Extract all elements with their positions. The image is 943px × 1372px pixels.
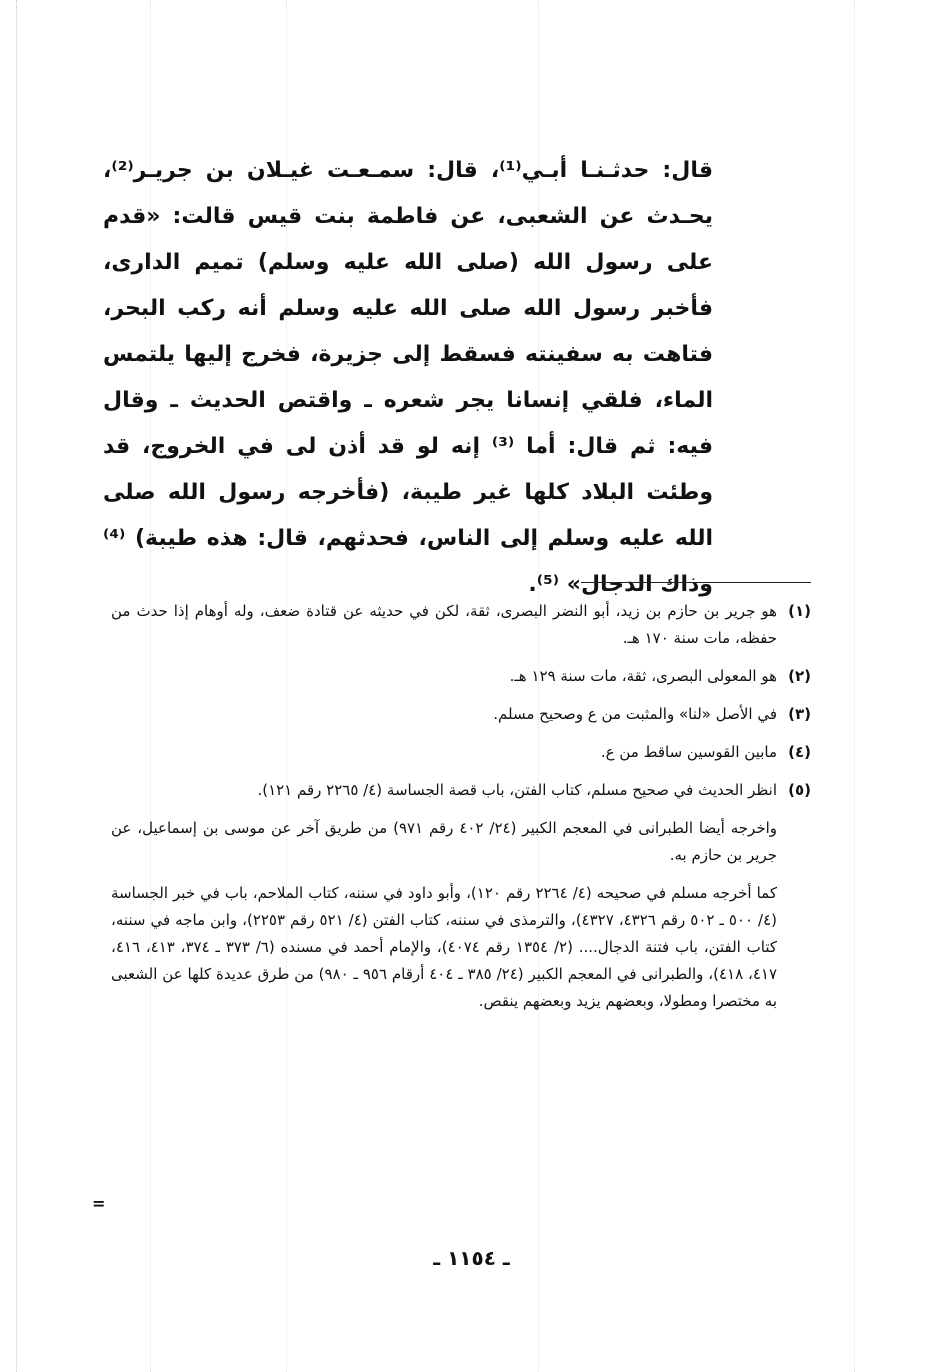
scan-guide-line	[16, 0, 17, 1372]
continuation-mark: =	[92, 1194, 106, 1213]
footnote-continuation-paragraph: كما أخرجه مسلم في صحيحه (٤/ ٢٢٦٤ رقم ١٢٠)، وأبو داود في سننه، كتاب الملاحم، باب في خبر الجساسة (٤/ ٥٠٠ ـ ٥٠٢ رقم ٤٣٢٦، ٤٣٢٧)، والترمذى في سننه، كتاب الفتن (٤/ ٥٢١ رقم ٢٢٥٣)، وابن ماجه في سننه، كتاب الفتن، باب فتنة الدجال.... (٢/ ١٣٥٤ رقم ٤٠٧٤)، والإمام أحمد في مسنده (٦/ ٣٧٣ ـ ٣٧٤، ٤١٣، ٤١٦، ٤١٧، ٤١٨)، والطبرانى في المعجم الكبير (٢٤/ ٣٨٥ ـ ٤٠٤ أرقام ٩٥٦ ـ ٩٨٠) من طرق عديدة كلها عن الشعبى به مختصرا ومطولا، وبعضهم يزيد وبعضهم ينقص.	[111, 884, 778, 1010]
footnote-1	[111, 598, 811, 652]
main-hadith-text: قال: حدثـنـا أبـي⁽¹⁾، قال: سمـعـت غيـلان بن جريـر⁽²⁾، يحـدث عن الشعبى، عن فاطمة بنت قيس قالت: «قدم على رسول الله (صلى الله عليه وسلم) تميم الدارى، فأخبر رسول الله صلى الله عليه وسلم أنه ركب البحر، فتاهت به سفينته فسقط إلى جزيرة، فخرج إليها يلتمس الماء، فلقي إنسانا يجر شعره ـ واقتص الحديث ـ وقال فيه: ثم قال: أما ⁽³⁾ إنه لو قد أذن لى في الخروج، قد وطئت البلاد كلها غير طيبة، (فأخرجه رسول الله صلى الله عليه وسلم إلى الناس، فحدثهم، قال: هذه طيبة) ⁽⁴⁾ وذاك الدجال» ⁽⁵⁾.	[103, 158, 713, 597]
footnote-2	[111, 663, 811, 690]
scan-guide-line	[854, 0, 855, 1372]
footnote-text: هو المعولى البصرى، ثقة، مات سنة ١٢٩ هـ.	[509, 667, 777, 685]
footnote-continuation-paragraph: واخرجه أيضا الطبرانى في المعجم الكبير (٢٤/ ٤٠٢ رقم ٩٧١) من طريق آخر عن موسى بن إسماعيل، عن جرير بن حازم به.	[111, 819, 778, 864]
footnote-text: انظر الحديث في صحيح مسلم، كتاب الفتن، باب قصة الجساسة (٤/ ٢٢٦٥ رقم ١٢١).	[257, 781, 777, 799]
footnote-5	[111, 777, 811, 804]
footnote-number: (٣)	[788, 705, 811, 723]
footnote-text: في الأصل «لنا» والمثبت من ع وصحيح مسلم.	[493, 705, 777, 723]
footnote-number: (٤)	[788, 743, 811, 761]
page-number: ـ ١١٥٤ ـ	[433, 1246, 510, 1270]
footnote-4	[111, 739, 811, 766]
footnotes	[111, 598, 811, 1026]
footnote-number: (٥)	[788, 781, 811, 799]
footnote-separator	[581, 582, 811, 583]
footnote-3	[111, 701, 811, 728]
footnote-text: مابين القوسين ساقط من ع.	[600, 743, 777, 761]
footnote-number: (١)	[788, 602, 811, 620]
footnote-text: هو جرير بن حازم بن زيد، أبو النضر البصرى، ثقة، لكن في حديثه عن قتادة ضعف، وله أوهام إذا حدث من حفظه، مات سنة ١٧٠ هـ.	[111, 602, 777, 647]
footnote-number: (٢)	[788, 667, 811, 685]
